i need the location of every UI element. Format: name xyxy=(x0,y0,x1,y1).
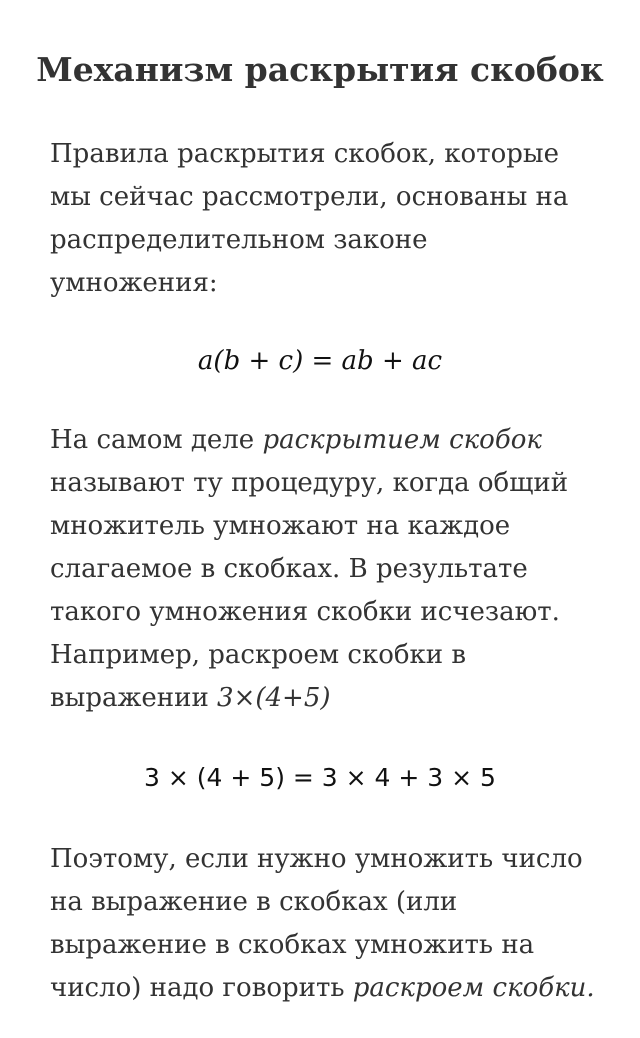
paragraph-definition-middle: называют ту процедуру, когда общий множитель умножают на каждое слагаемое в скобках. В результате такого умножения скобки исчезают. Например, раскроем скобки в выражении xyxy=(50,468,569,713)
article-title: Механизм раскрытия скобок xyxy=(36,50,604,89)
paragraph-conclusion xyxy=(50,838,598,1010)
formula-example: 3 × (4 + 5) = 3 × 4 + 3 × 5 xyxy=(144,763,496,792)
term-expanding-brackets: раскрытием скобок xyxy=(262,425,542,455)
formula-distributive-law: a(b + c) = ab + ac xyxy=(197,346,443,376)
paragraph-definition-start: На самом деле xyxy=(50,425,263,455)
example-expression: 3×(4+5) xyxy=(217,683,331,713)
term-expand-brackets: раскроем скобки. xyxy=(352,973,595,1003)
paragraph-distributive-law: Правила раскрытия скобок, которые мы сейчас рассмотрели, основаны на распределительном законе умножения: xyxy=(50,139,569,298)
paragraph-conclusion-text: Поэтому, если нужно умножить число на выражение в скобках (или выражение в скобках умножить на число) надо говорить xyxy=(50,844,583,1003)
paragraph-definition xyxy=(50,419,598,720)
